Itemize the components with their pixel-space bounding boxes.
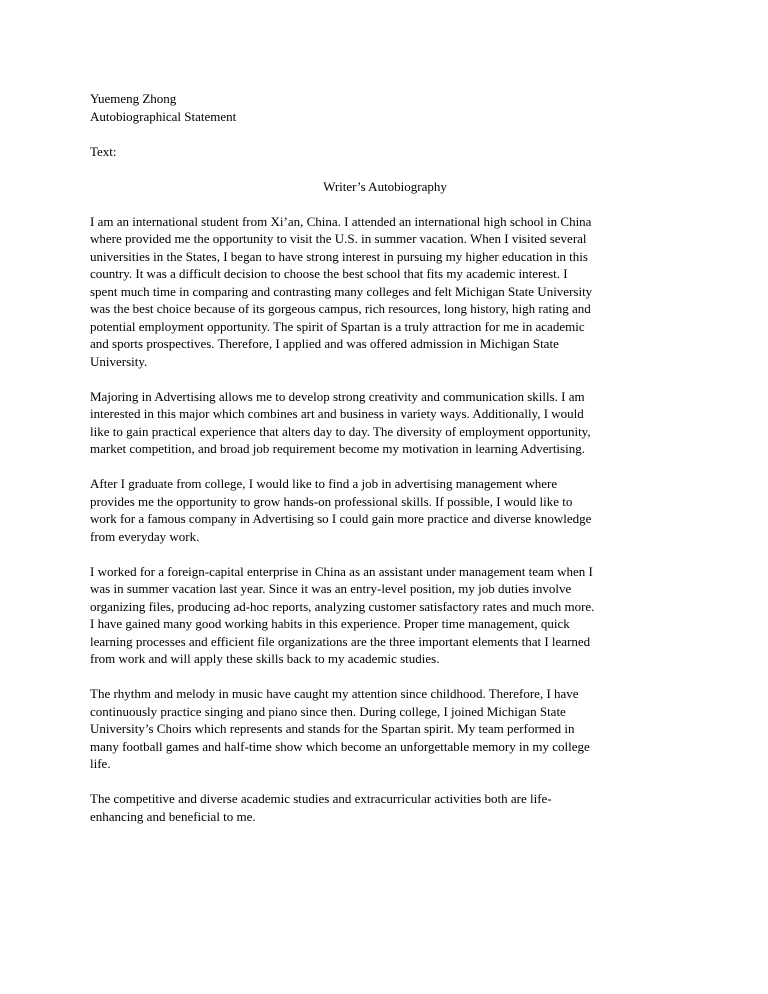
document-title: Writer’s Autobiography — [323, 178, 447, 194]
paragraph-line: University’s Choirs which represents and stands for the Spartan spirit. My team performed in — [90, 721, 575, 736]
spacer — [90, 545, 680, 563]
paragraph-line: like to gain practical experience that alters day to day. The diversity of employment opportunity, — [90, 423, 591, 439]
paragraph-line: life. — [90, 756, 111, 771]
paragraph-line: I worked for a foreign-capital enterprise in China as an assistant under management team when I — [90, 563, 593, 579]
paragraph-line: enhancing and beneficial to me. — [90, 808, 256, 824]
paragraph-line: where provided me the opportunity to visit the U.S. in summer vacation. When I visited several — [90, 231, 587, 246]
paragraph-line: many football games and half-time show which become an unforgettable memory in my college — [90, 738, 590, 754]
paragraph-line: provides me the opportunity to grow hands-on professional skills. If possible, I would like to — [90, 493, 573, 509]
paragraph-line: market competition, and broad job requirement become my motivation in learning Advertising. — [90, 441, 585, 456]
paragraph-line: spent much time in comparing and contrasting many colleges and felt Michigan State University — [90, 283, 593, 299]
spacer — [90, 370, 680, 388]
paragraph-line: was the best choice because of its gorgeous campus, rich resources, long history, high rating and — [90, 301, 591, 316]
paragraph-line: work for a famous company in Advertising so I could gain more practice and diverse knowledge — [90, 511, 592, 526]
paragraph-line: from work and will apply these skills back to my academic studies. — [90, 651, 440, 666]
paragraph-line: The competitive and diverse academic studies and extracurricular activities both are life- — [90, 791, 552, 806]
paragraph-line: After I graduate from college, I would like to find a job in advertising management where — [90, 476, 558, 491]
body-text — [90, 213, 680, 826]
document-page — [90, 90, 680, 825]
paragraph-1 — [90, 213, 680, 371]
paragraph-line: interested in this major which combines art and business in variety ways. Additionally, I would — [90, 406, 584, 421]
paragraph-line: was in summer vacation last year. Since it was an entry-level position, my job duties involve — [90, 581, 572, 596]
paragraph-4 — [90, 563, 680, 668]
spacer — [90, 125, 680, 143]
paragraph-line: universities in the States, I began to have strong interest in pursuing my higher education in this — [90, 248, 588, 264]
author-name: Yuemeng Zhong — [90, 91, 177, 106]
paragraph-line: I have gained many good working habits in this experience. Proper time management, quick — [90, 616, 570, 631]
paragraph-line: and sports prospectives. Therefore, I applied and was offered admission in Michigan State — [90, 336, 559, 351]
paragraph-line: I am an international student from Xi’an, China. I attended an international high school in China — [90, 213, 592, 229]
paragraph-line: country. It was a difficult decision to choose the best school that fits my academic interest. I — [90, 266, 568, 281]
spacer — [90, 458, 680, 476]
spacer — [90, 773, 680, 791]
paragraph-line: Majoring in Advertising allows me to develop strong creativity and communication skills. I am — [90, 388, 585, 404]
paragraph-line: learning processes and efficient file organizations are the three important elements that I learned — [90, 633, 591, 649]
paragraph-2 — [90, 388, 680, 458]
spacer — [90, 195, 680, 213]
paragraph-line: continuously practice singing and piano since then. During college, I joined Michigan State — [90, 703, 566, 719]
paragraph-line: potential employment opportunity. The spirit of Spartan is a truly attraction for me in academic — [90, 318, 585, 334]
paragraph-line: from everyday work. — [90, 528, 200, 544]
paragraph-line: The rhythm and melody in music have caught my attention since childhood. Therefore, I have — [90, 686, 579, 701]
paragraph-line: University. — [90, 353, 148, 369]
paragraph-line: organizing files, producing ad-hoc reports, analyzing customer satisfactory rates and much more. — [90, 598, 595, 614]
paragraph-5 — [90, 685, 680, 773]
document-type: Autobiographical Statement — [90, 108, 237, 124]
paragraph-6 — [90, 790, 680, 825]
paragraph-3 — [90, 475, 680, 545]
spacer — [90, 668, 680, 686]
spacer — [90, 160, 680, 178]
text-label: Text: — [90, 143, 117, 159]
